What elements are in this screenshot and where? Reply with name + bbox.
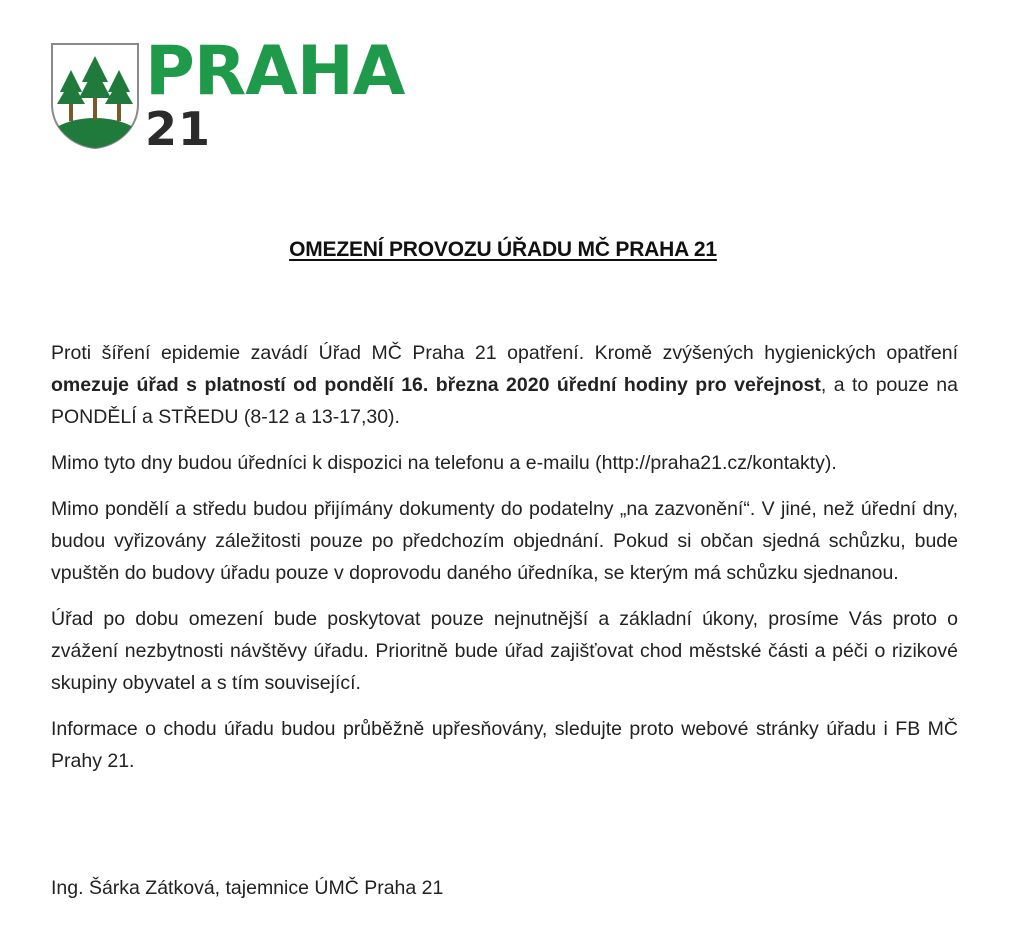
- paragraph-5: Informace o chodu úřadu budou průběžně upřesňovány, sledujte proto webové stránky úřadu i FB MČ Prahy 21.: [51, 718, 958, 772]
- paragraph-2: Mimo tyto dny budou úředníci k dispozici na telefonu a e-mailu (http://praha21.cz/kontakty).: [51, 452, 837, 474]
- coat-of-arms-icon: [50, 42, 142, 150]
- notice-body: [51, 337, 958, 791]
- paragraph-4: Úřad po dobu omezení bude poskytovat pouze nejnutnější a základní úkony, prosíme Vás proto o zvážení nezbytnosti návštěvy úřadu. Prioritně bude úřad zajišťovat chod městské části a péči o rizikové skupiny obyvatel a s tím související.: [51, 608, 958, 694]
- page-title: OMEZENÍ PROVOZU ÚŘADU MČ PRAHA 21: [289, 238, 717, 261]
- paragraph-1: [51, 337, 958, 433]
- praha-21-logo: [50, 32, 405, 156]
- logo-wordmark: PRAHA: [145, 32, 405, 111]
- paragraph-1-emphasis: omezuje úřad s platností od pondělí 16. března 2020 úřední hodiny pro veřejnost: [51, 374, 821, 396]
- signature: Ing. Šárka Zátková, tajemnice ÚMČ Praha 21: [51, 877, 444, 899]
- paragraph-1-text: Proti šíření epidemie zavádí Úřad MČ Praha 21 opatření. Kromě zvýšených hygienických opatření: [51, 342, 958, 364]
- paragraph-3: Mimo pondělí a středu budou přijímány dokumenty do podatelny „na zazvonění“. V jiné, než úřední dny, budou vyřizovány záležitosti pouze po předchozím objednání. Pokud si občan sjedná schůzku, bude vpuštěn do budovy úřadu pouze v doprovodu daného úředníka, se kterým má schůzku sjednanou.: [51, 498, 958, 584]
- paragraph-1-tail: , a to pouze na PONDĚLÍ a STŘEDU (8-12 a 13-17,30).: [51, 374, 958, 428]
- logo-number: 21: [145, 102, 212, 156]
